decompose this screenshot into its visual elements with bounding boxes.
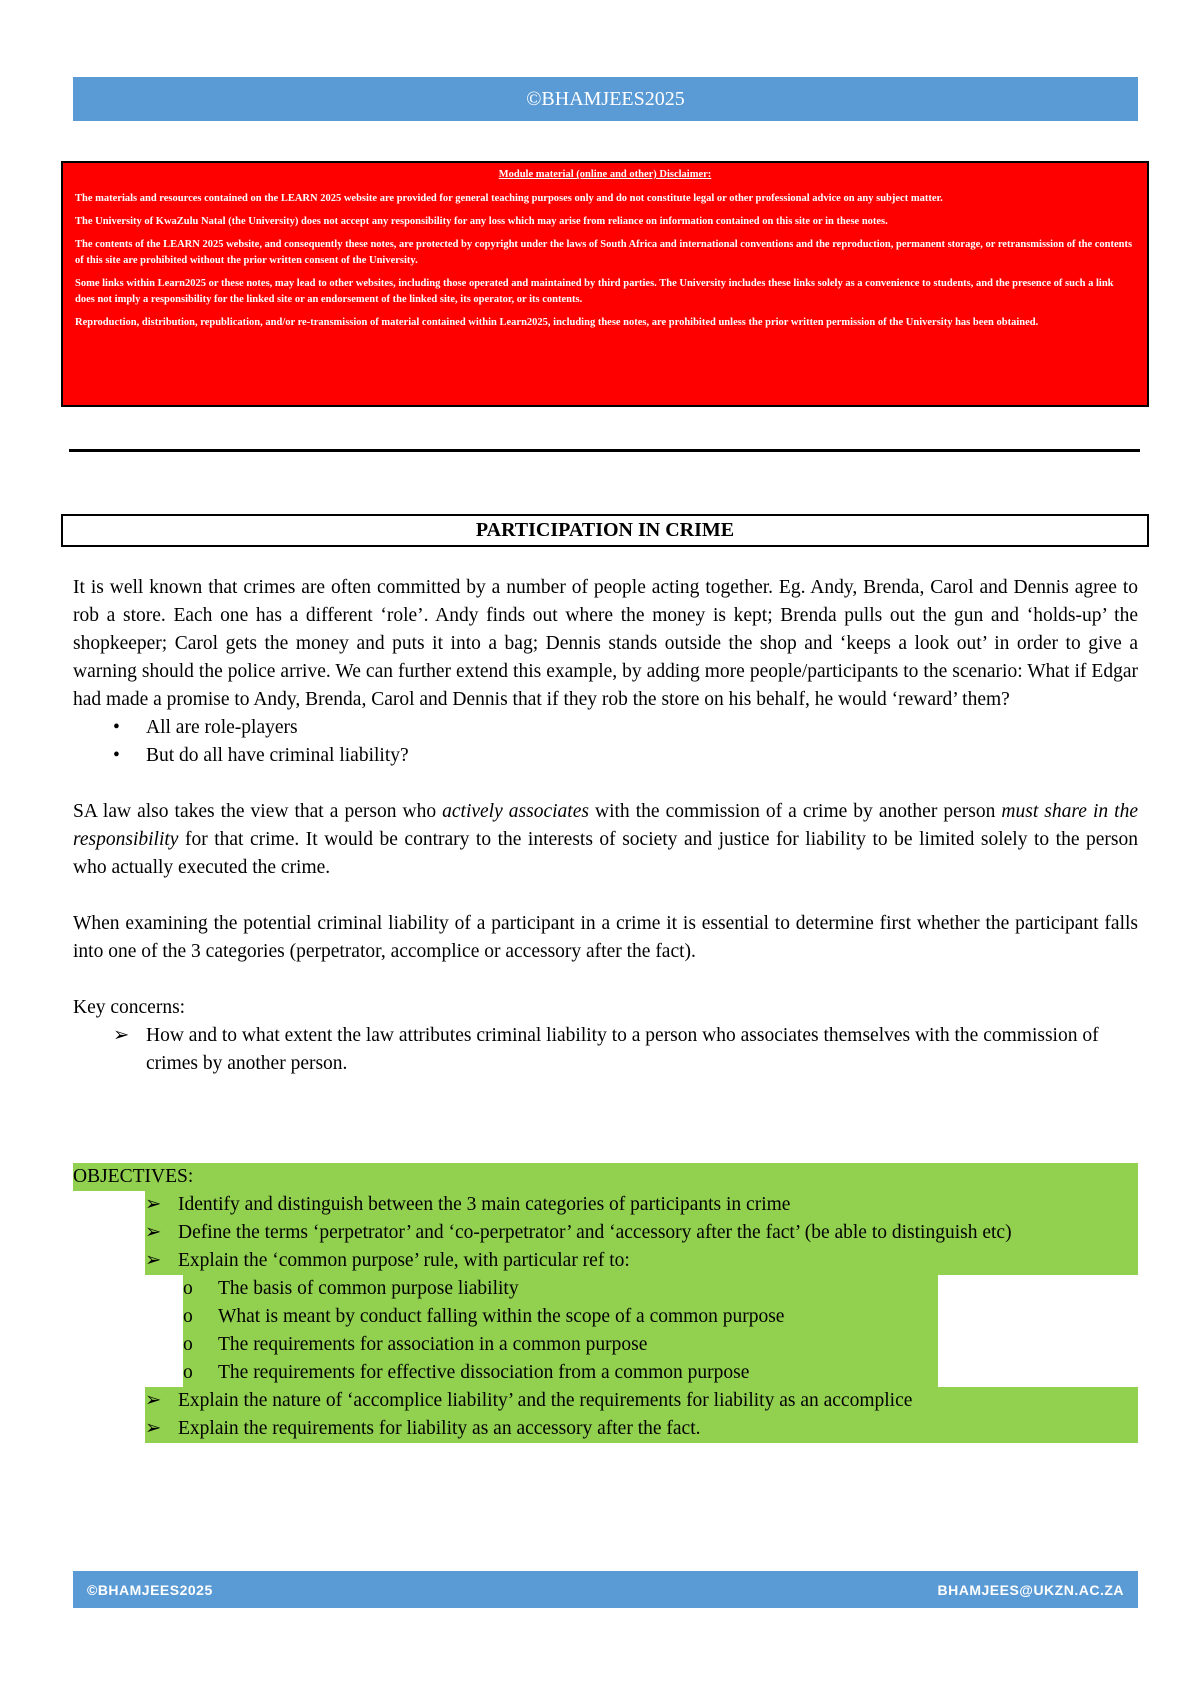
disclaimer-paragraph: The contents of the LEARN 2025 website, and consequently these notes, are protected by copyright under the laws of South Africa and international conventions and the reproduction, permanent storage, or retransmission of the contents of this site are prohibited without the prior written consent of the University.: [75, 239, 1133, 266]
sub-list-item: [73, 1331, 1138, 1359]
arrow-bullet-icon: ➢: [145, 1250, 162, 1271]
disclaimer-title: Module material (online and other) Disclaimer:: [498, 169, 712, 180]
list-item-text: Define the terms ‘perpetrator’ and ‘co-perpetrator’ and ‘accessory after the fact’ (be able to distinguish etc): [178, 1222, 1012, 1243]
list-item-text: What is meant by conduct falling within the scope of a common purpose: [218, 1306, 785, 1327]
intro-paragraph: It is well known that crimes are often committed by a number of people acting together. Eg. Andy, Brenda, Carol and Dennis agree to rob a store. Each one has a different ‘role’. Andy finds out where the money is kept; Brenda pulls out the gun and ‘holds-up’ the shopkeeper; Carol gets the money and puts it into a bag; Dennis stands outside the shop and ‘keeps a look out’ in order to give a warning should the police arrive. We can further extend this example, by adding more people/participants to the scenario: What if Edgar had made a promise to Andy, Brenda, Carol and Dennis that if they rob the store on his behalf, he would ‘reward’ them?: [73, 577, 1138, 710]
disclaimer-paragraph: Some links within Learn2025 or these notes, may lead to other websites, including those operated and maintained by third parties. The University includes these links solely as a convenience to students, and the presence of such a link does not imply a responsibility for the linked site or an endorsement of the linked site, its operator, or its contents.: [75, 278, 1114, 305]
list-item-text: Identify and distinguish between the 3 main categories of participants in crime: [178, 1194, 791, 1215]
list-item: [73, 1247, 1138, 1275]
key-concerns-label: Key concerns:: [73, 997, 186, 1018]
key-concerns-list: [73, 1022, 1138, 1078]
list-item-text: But do all have criminal liability?: [146, 745, 409, 766]
arrow-bullet-icon: ➢: [145, 1418, 162, 1439]
sub-list-item: [73, 1303, 1138, 1331]
list-item-text: All are role-players: [146, 717, 298, 738]
list-item-text: The requirements for association in a common purpose: [218, 1334, 648, 1355]
text-span: SA law also takes the view that a person who: [73, 801, 443, 822]
list-item: [73, 1191, 1138, 1219]
section-title-box: [61, 514, 1149, 547]
list-item: [113, 742, 1138, 770]
list-item-text: Explain the nature of ‘accomplice liability’ and the requirements for liability as an accomplice: [178, 1390, 913, 1411]
horizontal-divider: [69, 449, 1140, 452]
circle-bullet-icon: o: [183, 1362, 193, 1383]
list-item: [73, 1387, 1138, 1415]
bullet-icon: •: [113, 745, 120, 766]
list-item-text: The basis of common purpose liability: [218, 1278, 519, 1299]
header-bar: [73, 77, 1138, 121]
sa-law-paragraph: [73, 798, 1138, 882]
arrow-bullet-icon: ➢: [113, 1025, 130, 1046]
section-title: PARTICIPATION IN CRIME: [475, 519, 735, 541]
emphasis-text: actively associates: [442, 801, 589, 822]
arrow-bullet-icon: ➢: [145, 1390, 162, 1411]
list-item-text: Explain the requirements for liability as an accessory after the fact.: [178, 1418, 701, 1439]
list-item: [73, 1219, 1138, 1247]
circle-bullet-icon: o: [183, 1334, 193, 1355]
sub-list-item: [73, 1275, 1138, 1303]
circle-bullet-icon: o: [183, 1278, 193, 1299]
objectives-section: [73, 1163, 1138, 1443]
bullet-icon: •: [113, 717, 120, 738]
circle-bullet-icon: o: [183, 1306, 193, 1327]
list-item: [113, 1022, 1138, 1078]
list-item-text: The requirements for effective dissociation from a common purpose: [218, 1362, 750, 1383]
header-title: ©BHAMJEES2025: [526, 87, 685, 110]
text-span: for that crime. It would be contrary to the interests of society and justice for liability to be limited solely to the person who actually executed the crime.: [73, 829, 1138, 878]
disclaimer-paragraph: The materials and resources contained on the LEARN 2025 website are provided for general teaching purposes only and do not constitute legal or other professional advice on any subject matter.: [75, 193, 943, 204]
disclaimer-box: [61, 161, 1149, 407]
footer-email: BHAMJEES@UKZN.AC.ZA: [937, 1581, 1124, 1598]
disclaimer-paragraph: The University of KwaZulu Natal (the University) does not accept any responsibility for any loss which may arise from reliance on information contained on this site or in these notes.: [75, 216, 888, 227]
text-span: with the commission of a crime by another person: [588, 801, 1002, 822]
arrow-bullet-icon: ➢: [145, 1194, 162, 1215]
footer-bar: [73, 1571, 1138, 1608]
objectives-title: OBJECTIVES:: [73, 1163, 1138, 1191]
list-item-text: Explain the ‘common purpose’ rule, with particular ref to:: [178, 1250, 630, 1271]
sub-list-item: [73, 1359, 1138, 1387]
footer-copyright: ©BHAMJEES2025: [87, 1581, 213, 1598]
list-item: [113, 714, 1138, 742]
examining-paragraph: When examining the potential criminal liability of a participant in a crime it is essential to determine first whether the participant falls into one of the 3 categories (perpetrator, accomplice or accessory after the fact).: [73, 913, 1138, 962]
emphasis-text: must share in the responsibility: [73, 801, 1138, 850]
main-content: [73, 574, 1138, 1078]
role-player-list: [73, 714, 1138, 770]
list-item-text: How and to what extent the law attributes criminal liability to a person who associates themselves with the commission of crimes by another person.: [146, 1025, 1099, 1074]
list-item: [73, 1415, 1138, 1443]
arrow-bullet-icon: ➢: [145, 1222, 162, 1243]
disclaimer-paragraph: Reproduction, distribution, republication, and/or re-transmission of material contained within Learn2025, including these notes, are prohibited unless the prior written permission of the University has been obtained.: [75, 317, 1039, 328]
